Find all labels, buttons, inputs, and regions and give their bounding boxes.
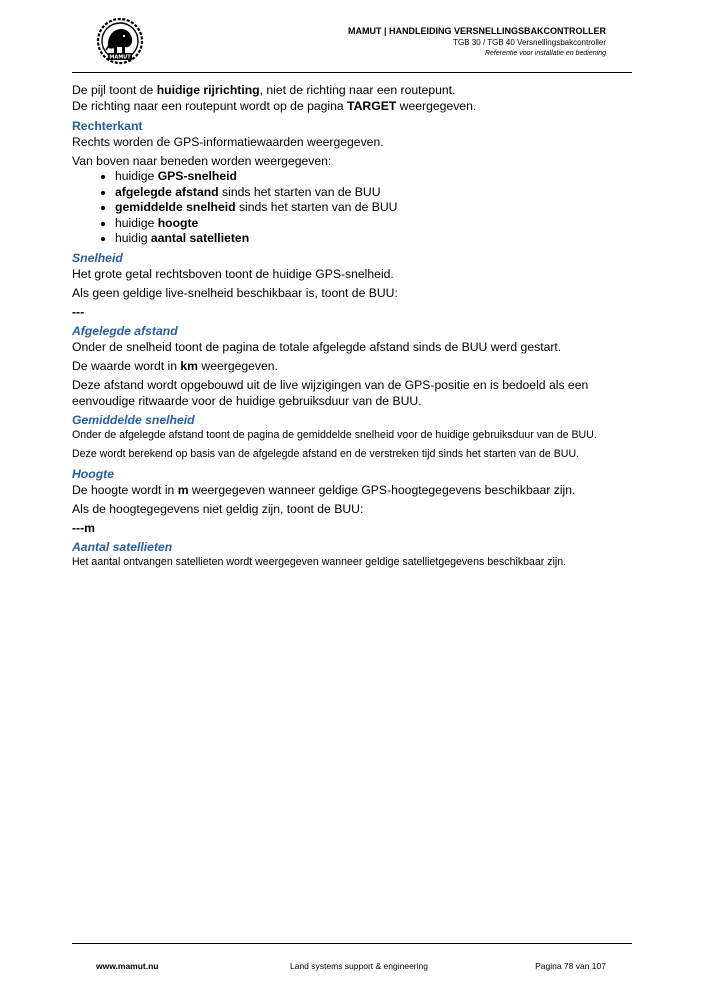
paragraph: Als geen geldige live-snelheid beschikbaar is, toont de BUU: [72, 285, 398, 300]
paragraph: Het grote getal rechtsboven toont de huidige GPS-snelheid. [72, 266, 394, 281]
paragraph: Rechts worden de GPS-informatiewaarden weergegeven. [72, 135, 384, 149]
page-footer [72, 943, 632, 984]
paragraph: De hoogte wordt in m weergegeven wanneer geldige GPS-hoogtegegevens beschikbaar zijn. [72, 482, 576, 497]
paragraph: Deze afstand wordt opgebouwd uit de live wijzigingen van de GPS-positie en is bedoeld als een eenvoudige ritwaarde voor de huidige gebruiksduur van de BUU. [72, 377, 589, 408]
document-subtitle: TGB 30 / TGB 40 Versnellingsbakcontroller [453, 38, 606, 47]
heading-snelheid: Snelheid [72, 250, 123, 265]
gps-info-list [72, 169, 632, 247]
heading-gemiddelde-snelheid: Gemiddelde snelheid [72, 412, 195, 427]
list-item: • huidige hoogte [115, 216, 632, 232]
heading-rechterkant: Rechterkant [72, 119, 143, 133]
mamut-logo-icon [95, 17, 145, 65]
document-title: MAMUT | HANDLEIDING VERSNELLINGSBAKCONTROLLER [347, 26, 606, 36]
page-number: Pagina 78 van 107 [535, 961, 606, 971]
header-text [348, 25, 606, 59]
code-value: ---m [72, 520, 96, 535]
paragraph: Het aantal ontvangen satellieten wordt weergegeven wanneer geldige satellietgegevens beschikbaar zijn. [72, 555, 567, 568]
paragraph-target: De richting naar een routepunt wordt op de pagina TARGET weergegeven. [72, 99, 477, 113]
list-item: • gemiddelde snelheid sinds het starten van de BUU [115, 200, 632, 216]
paragraph: Onder de snelheid toont de pagina de totale afgelegde afstand sinds de BUU werd gestart. [72, 339, 562, 354]
page-header [72, 0, 632, 73]
logo-text: MAMUT [109, 54, 131, 61]
paragraph: Van boven naar beneden worden weergegeven: [72, 154, 332, 168]
paragraph: Deze wordt berekend op basis van de afgelegde afstand en de verstreken tijd sinds het starten van de BUU. [72, 447, 580, 460]
code-value: --- [72, 304, 85, 319]
list-item: • huidig aantal satellieten [115, 231, 632, 247]
heading-afgelegde-afstand: Afgelegde afstand [72, 323, 178, 338]
paragraph: Als de hoogtegegevens niet geldig zijn, toont de BUU: [72, 501, 364, 516]
document-reference: Referentie voor installatie en bediening [484, 50, 606, 57]
footer-website-link[interactable]: www.mamut.nu [96, 961, 159, 971]
footer-tagline: Land systems support & engineering [290, 961, 428, 971]
page-content [72, 82, 632, 574]
heading-hoogte: Hoogte [72, 466, 114, 481]
paragraph: Onder de afgelegde afstand toont de pagina de gemiddelde snelheid voor de huidige gebruiksduur van de BUU. [72, 428, 597, 441]
paragraph-arrow: De pijl toont de huidige rijrichting, niet de richting naar een routepunt. [72, 83, 456, 97]
paragraph: De waarde wordt in km weergegeven. [72, 358, 278, 373]
list-item: • huidige GPS-snelheid [115, 169, 632, 185]
list-item: • afgelegde afstand sinds het starten van de BUU [115, 185, 632, 201]
heading-aantal-satellieten: Aantal satellieten [72, 539, 173, 554]
